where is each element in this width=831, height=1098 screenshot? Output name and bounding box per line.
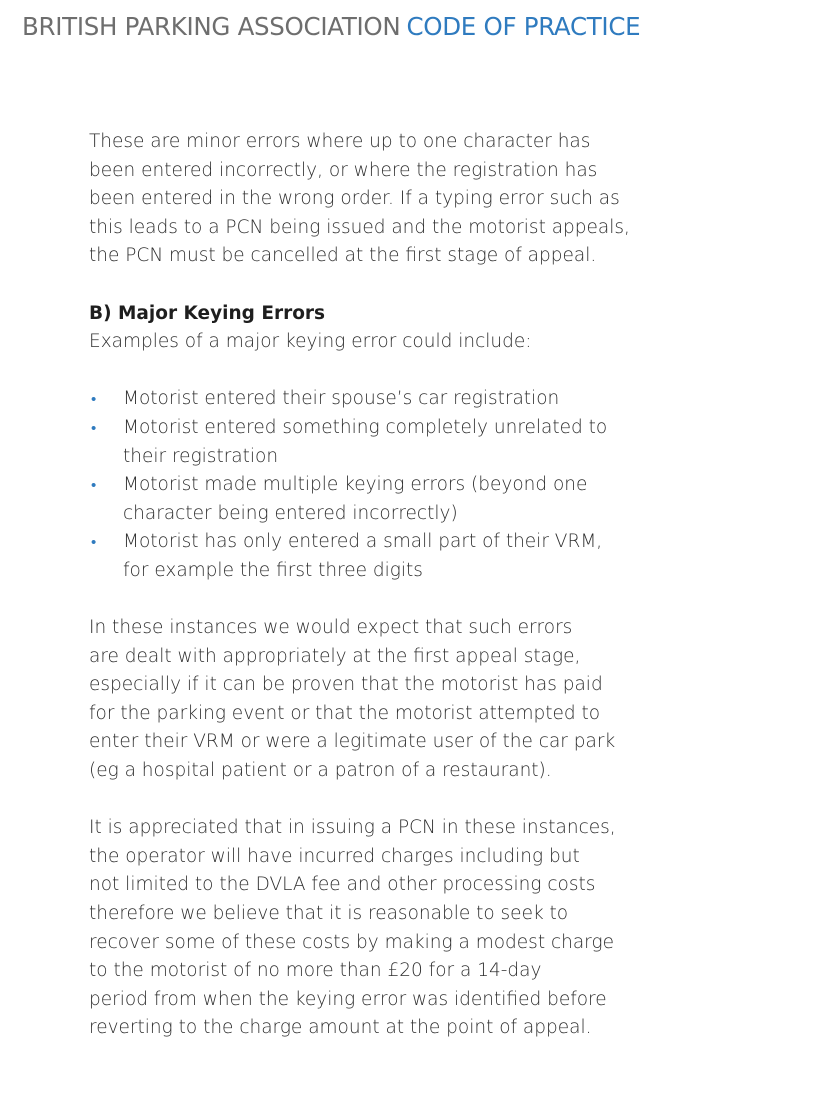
text-line: especially if it can be proven that the motorist has paid — [89, 674, 603, 696]
text-line: reverting to the charge amount at the point of appeal. — [89, 1017, 592, 1039]
text-line: this leads to a PCN being issued and the motorist appeals, — [89, 216, 630, 238]
list-item — [89, 385, 649, 414]
text-line: the PCN must be cancelled at the first stage of appeal. — [89, 245, 597, 267]
text-line: are dealt with appropriately at the first appeal stage, — [89, 645, 581, 667]
text-line: the operator will have incurred charges including but — [89, 845, 580, 867]
text-line: for the parking event or that the motorist attempted to — [89, 702, 601, 724]
text-line: therefore we believe that it is reasonable to seek to — [89, 903, 569, 925]
paragraph-charges — [89, 814, 649, 1043]
bullet-icon: • — [91, 390, 97, 409]
text-line: been entered incorrectly, or where the registration has — [89, 159, 598, 181]
bullet-list — [89, 385, 649, 585]
text-line: Motorist entered their spouse’s car registration — [123, 388, 560, 410]
text-line: (eg a hospital patient or a patron of a restaurant). — [89, 760, 552, 782]
text-line: It is appreciated that in issuing a PCN in these instances, — [89, 817, 616, 839]
text-line: Motorist made multiple keying errors (beyond one — [123, 474, 588, 496]
text-line: Motorist has only entered a small part of their VRM, — [123, 531, 603, 553]
page-body — [89, 128, 649, 1043]
section-heading: B) Major Keying Errors — [89, 302, 326, 324]
text-line: enter their VRM or were a legitimate user of the car park — [89, 731, 616, 753]
intro-paragraph — [89, 128, 649, 271]
text-line: These are minor errors where up to one character has — [89, 131, 591, 152]
text-line: In these instances we would expect that such errors — [89, 617, 573, 639]
list-item — [89, 471, 649, 528]
page-header — [22, 10, 640, 44]
section-lead: Examples of a major keying error could include: — [89, 331, 532, 353]
list-item — [89, 528, 649, 585]
bullet-icon: • — [91, 533, 97, 552]
header-document-title: CODE OF PRACTICE — [406, 12, 641, 41]
text-line: recover some of these costs by making a modest charge — [89, 931, 614, 953]
text-line: character being entered incorrectly) — [123, 502, 458, 524]
text-line: been entered in the wrong order. If a typing error such as — [89, 188, 620, 210]
list-item — [89, 414, 649, 471]
text-line: not limited to the DVLA fee and other processing costs — [89, 874, 596, 896]
bullet-icon: • — [91, 476, 97, 495]
text-line: their registration — [123, 445, 279, 467]
text-line: to the motorist of no more than £20 for a 14-day — [89, 960, 542, 982]
paragraph-appeal-stage — [89, 614, 649, 786]
text-line: Motorist entered something completely unrelated to — [123, 416, 608, 438]
bullet-icon: • — [91, 418, 97, 437]
text-line: for example the first three digits — [123, 559, 423, 581]
text-line: period from when the keying error was identified before — [89, 988, 607, 1010]
header-organization: BRITISH PARKING ASSOCIATION — [22, 12, 401, 41]
